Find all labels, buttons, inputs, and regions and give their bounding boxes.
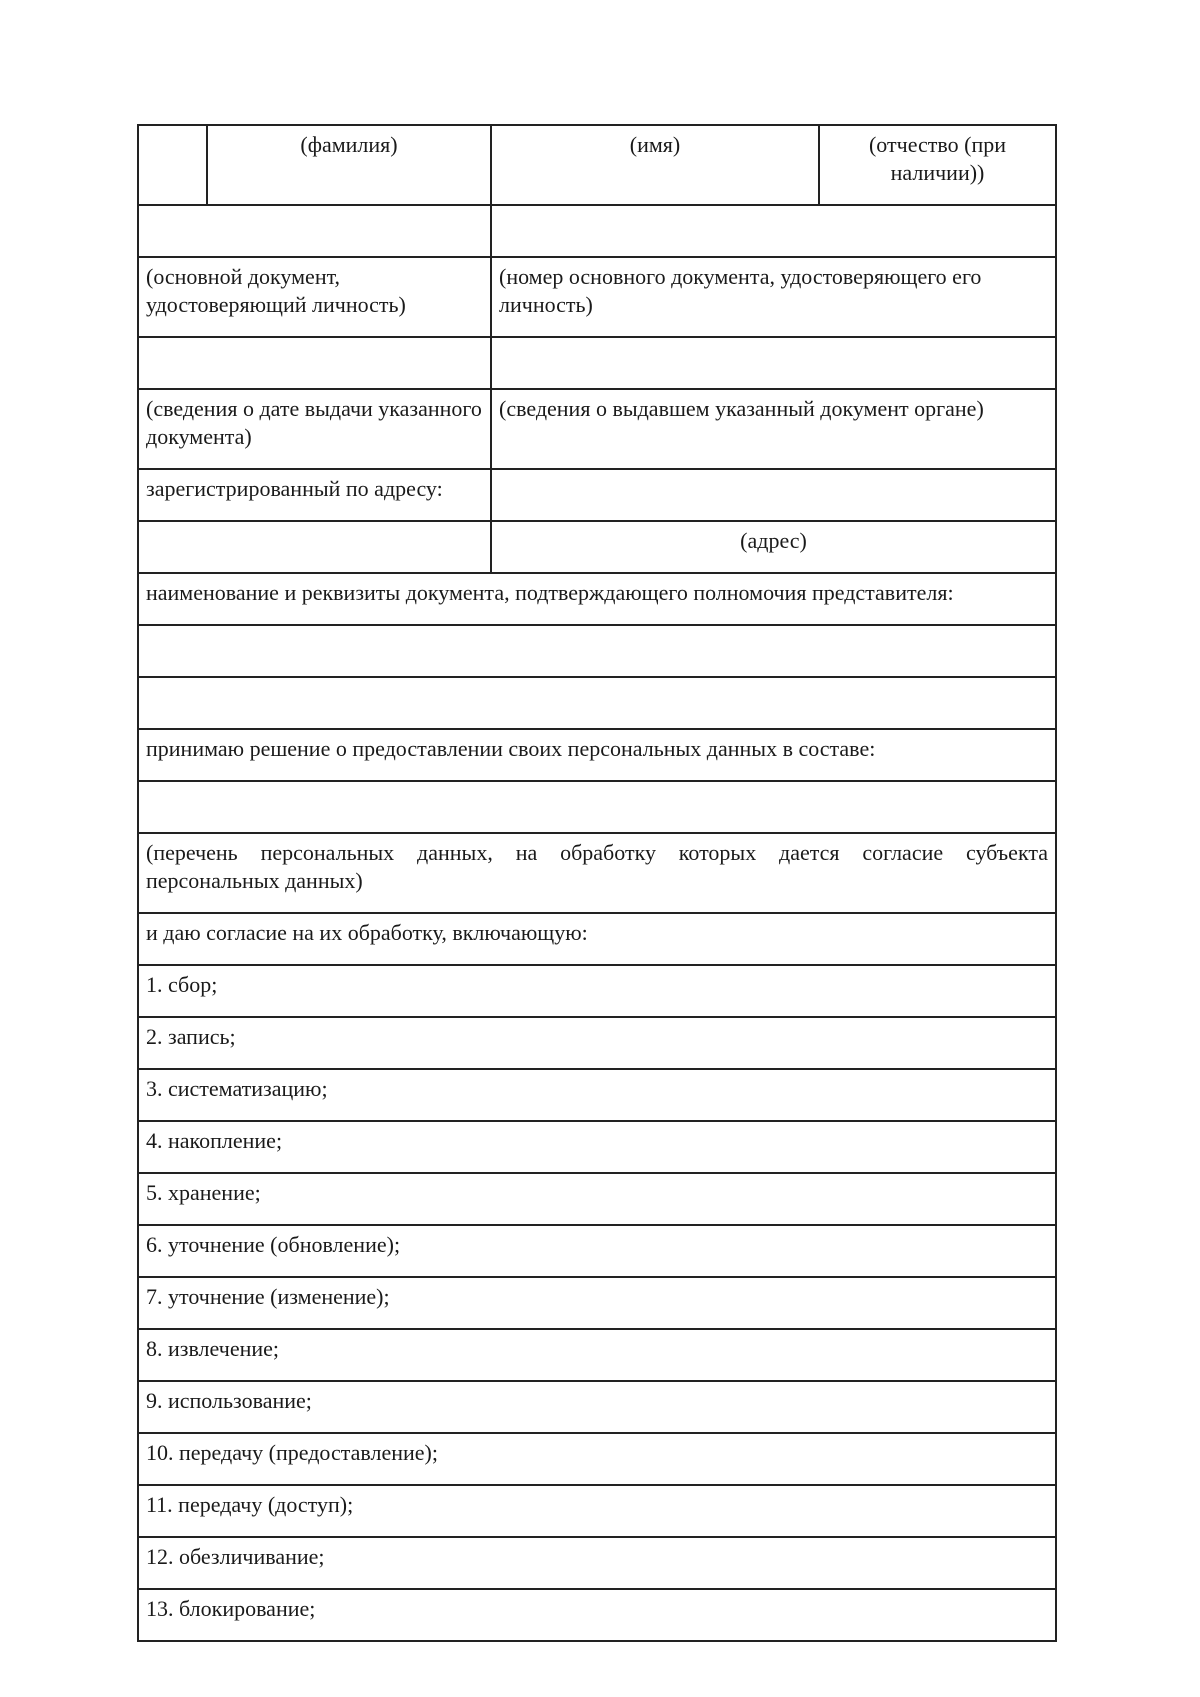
personal-data-input-row [138, 781, 1056, 833]
document-caption-row [138, 257, 1056, 337]
address-caption: (адрес) [491, 521, 1056, 573]
personal-data-list-caption: (перечень персональных данных, на обработку которых дается согласие субъекта персональных данных) [138, 833, 1056, 913]
address-field[interactable] [491, 469, 1056, 521]
document-type-field[interactable] [138, 205, 491, 257]
processing-action-item: 5. хранение; [138, 1173, 1056, 1225]
processing-action-item: 2. запись; [138, 1017, 1056, 1069]
document-type-caption: (основной документ, удостоверяющий личность) [138, 257, 491, 337]
document-number-field[interactable] [491, 205, 1056, 257]
representative-label-row [138, 573, 1056, 625]
representative-document-field-1[interactable] [138, 625, 1056, 677]
address-blank-cell [138, 521, 491, 573]
consent-form-table [137, 124, 1057, 1642]
address-label-row [138, 469, 1056, 521]
issuer-caption: (сведения о выдавшем указанный документ органе) [491, 389, 1056, 469]
action-row [138, 1537, 1056, 1589]
processing-action-item: 6. уточнение (обновление); [138, 1225, 1056, 1277]
processing-intro: и даю согласие на их обработку, включающую: [138, 913, 1056, 965]
personal-data-list-field[interactable] [138, 781, 1056, 833]
processing-action-item: 11. передачу (доступ); [138, 1485, 1056, 1537]
processing-action-item: 3. систематизацию; [138, 1069, 1056, 1121]
representative-document-field-2[interactable] [138, 677, 1056, 729]
issue-caption-row [138, 389, 1056, 469]
address-label: зарегистрированный по адресу: [138, 469, 491, 521]
action-row [138, 1485, 1056, 1537]
surname-caption: (фамилия) [207, 125, 491, 205]
personal-data-caption-row [138, 833, 1056, 913]
address-caption-row [138, 521, 1056, 573]
action-row [138, 1277, 1056, 1329]
action-row [138, 1225, 1056, 1277]
processing-action-item: 7. уточнение (изменение); [138, 1277, 1056, 1329]
action-row [138, 1121, 1056, 1173]
processing-action-item: 10. передачу (предоставление); [138, 1433, 1056, 1485]
action-row [138, 1589, 1056, 1641]
processing-intro-row [138, 913, 1056, 965]
representative-input-row [138, 625, 1056, 677]
processing-action-item: 12. обезличивание; [138, 1537, 1056, 1589]
issue-input-row [138, 337, 1056, 389]
issuer-field[interactable] [491, 337, 1056, 389]
issue-date-caption: (сведения о дате выдачи указанного документа) [138, 389, 491, 469]
name-header-row [138, 125, 1056, 205]
processing-action-item: 9. использование; [138, 1381, 1056, 1433]
action-row [138, 1433, 1056, 1485]
action-row [138, 1069, 1056, 1121]
processing-action-item: 13. блокирование; [138, 1589, 1056, 1641]
representative-input-row [138, 677, 1056, 729]
document-input-row [138, 205, 1056, 257]
action-row [138, 1173, 1056, 1225]
processing-action-item: 4. накопление; [138, 1121, 1056, 1173]
patronymic-caption: (отчество (при наличии)) [819, 125, 1056, 205]
document-number-caption: (номер основного документа, удостоверяющего его личность) [491, 257, 1056, 337]
action-row [138, 965, 1056, 1017]
action-row [138, 1381, 1056, 1433]
action-row [138, 1017, 1056, 1069]
processing-action-item: 1. сбор; [138, 965, 1056, 1017]
representative-document-label: наименование и реквизиты документа, подтверждающего полномочия представителя: [138, 573, 1056, 625]
issue-date-field[interactable] [138, 337, 491, 389]
processing-action-item: 8. извлечение; [138, 1329, 1056, 1381]
decision-text: принимаю решение о предоставлении своих персональных данных в составе: [138, 729, 1056, 781]
name-caption: (имя) [491, 125, 819, 205]
row-number-cell [138, 125, 207, 205]
action-row [138, 1329, 1056, 1381]
decision-row [138, 729, 1056, 781]
